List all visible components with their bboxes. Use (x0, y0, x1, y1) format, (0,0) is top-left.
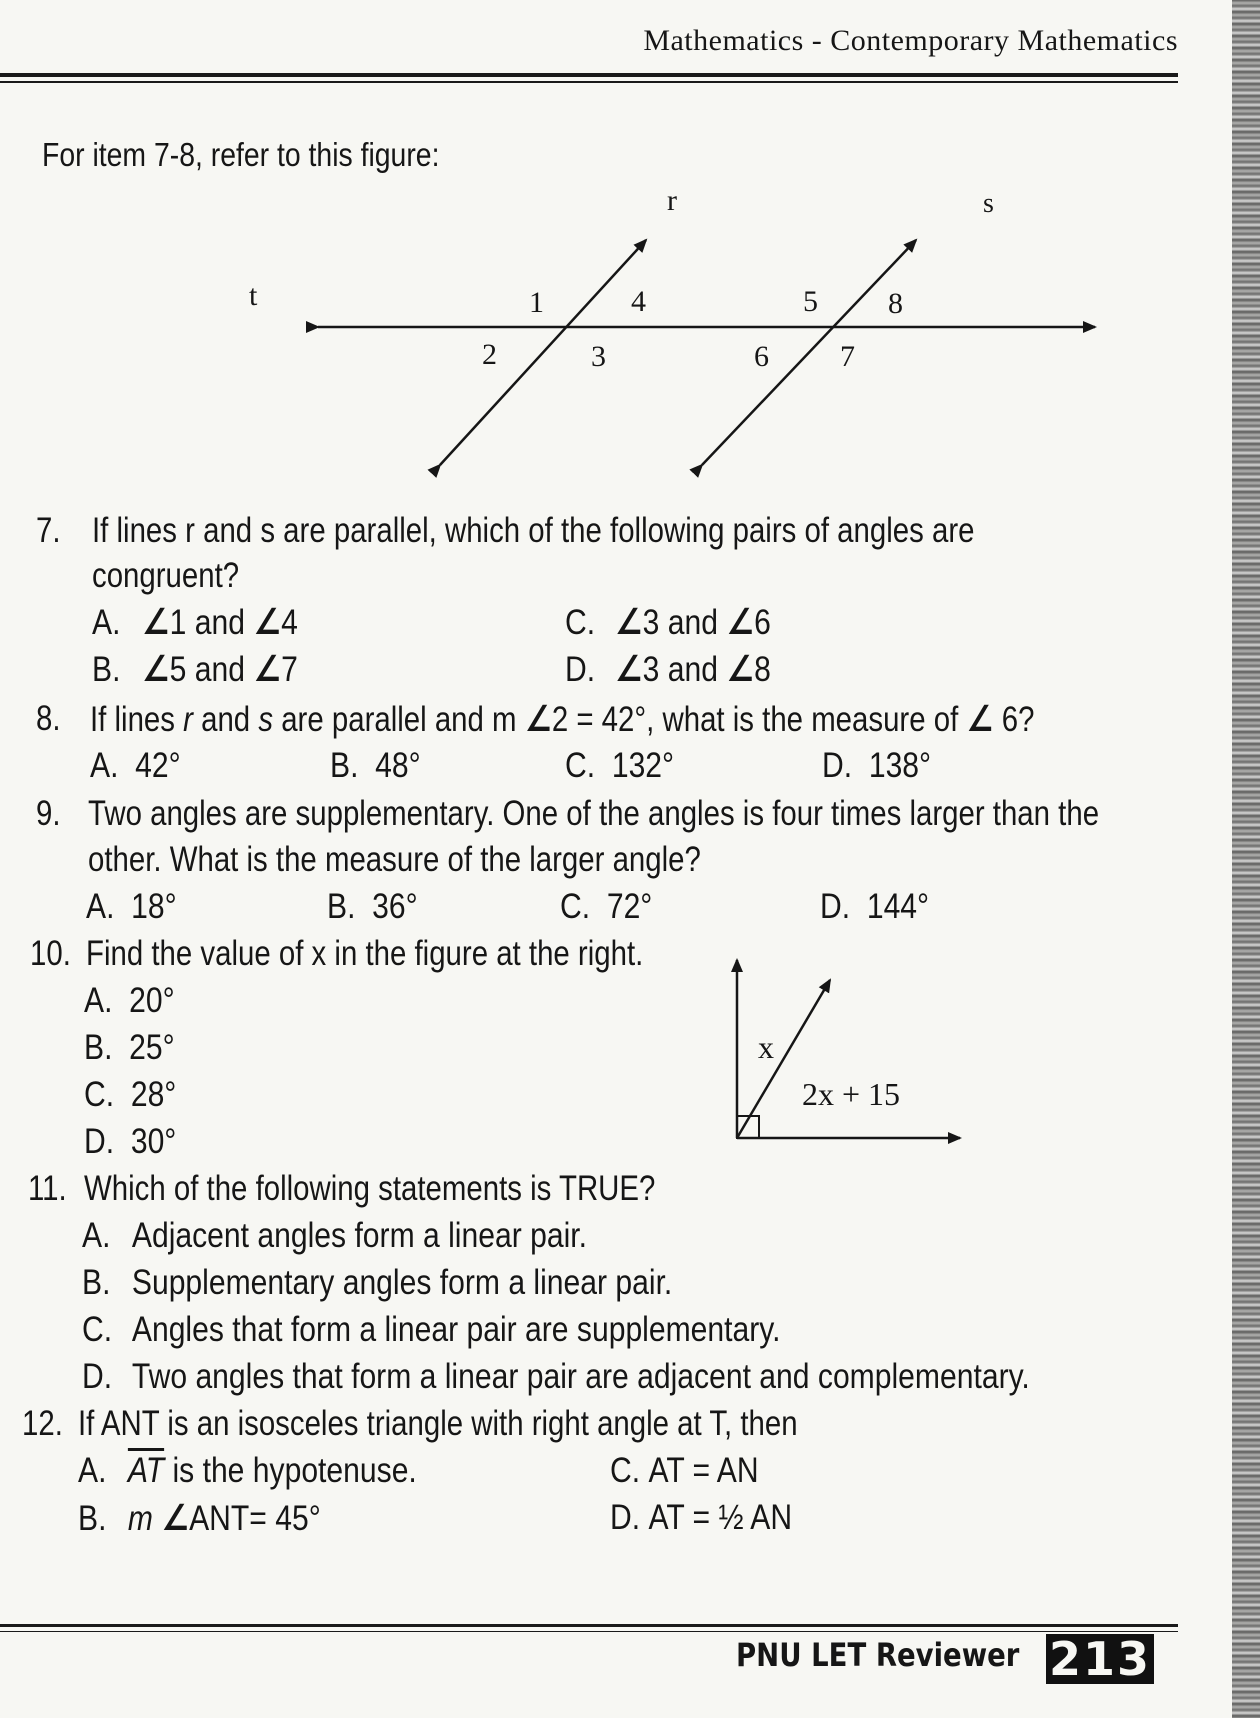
q7-text-line1: If lines r and s are parallel, which of the following pairs of angles are (92, 511, 975, 550)
segment-at: $\overline{AT}$ (127, 1451, 165, 1490)
q7-option-a[interactable]: A. ∠1 and ∠4 (92, 601, 298, 642)
q12-number: 12. (22, 1404, 63, 1443)
q9-text-line1: Two angles are supplementary. One of the angles is four times larger than the (88, 794, 1100, 833)
angle-label-5: 5 (803, 285, 818, 318)
q8-option-a[interactable]: A. 42° (90, 746, 181, 785)
diagonal-ray (737, 980, 830, 1138)
q10-option-a[interactable]: A. 20° (84, 981, 175, 1020)
q11-option-d[interactable]: D. Two angles that form a linear pair are adjacent and complementary. (82, 1357, 1030, 1396)
q10-option-c[interactable]: C. 28° (84, 1075, 177, 1114)
q12-option-d[interactable]: D. AT = ½ AN (610, 1498, 793, 1537)
figure-intro-text: For item 7-8, refer to this figure: (42, 136, 440, 173)
q12-option-b[interactable]: B. m ∠ANT= 45° (78, 1497, 321, 1538)
angle-label-3: 3 (591, 340, 606, 373)
angle-label-6: 6 (754, 340, 769, 373)
q10-option-b[interactable]: B. 25° (84, 1028, 175, 1067)
label-s: s (983, 188, 994, 219)
label-r: r (667, 184, 677, 217)
q9-option-c[interactable]: C. 72° (560, 887, 653, 926)
page-number-badge: 213 (1046, 1634, 1154, 1684)
q10-text-line1: Find the value of x in the figure at the right. (86, 934, 644, 973)
angle-label-1: 1 (529, 286, 544, 319)
scan-edge-shadow (1232, 0, 1260, 1718)
q7-option-b[interactable]: B. ∠5 and ∠7 (92, 648, 298, 689)
q11-option-c[interactable]: C. Angles that form a linear pair are supplementary. (82, 1310, 781, 1349)
q11-text-line1: Which of the following statements is TRUE? (84, 1169, 656, 1208)
angle-expr-label: 2x + 15 (802, 1076, 901, 1112)
q9-text-line2: other. What is the measure of the larger angle? (88, 840, 701, 879)
q11-number: 11. (28, 1169, 67, 1208)
q8-option-c[interactable]: C. 132° (565, 746, 675, 785)
footer-rule (0, 1624, 1178, 1627)
q7-option-d[interactable]: D. ∠3 and ∠8 (565, 648, 771, 689)
angle-label-4: 4 (631, 285, 646, 318)
q10-option-d[interactable]: D. 30° (84, 1122, 177, 1161)
angle-label-7: 7 (840, 340, 855, 373)
q7-option-c[interactable]: C. ∠3 and ∠6 (565, 601, 771, 642)
angle-label-8: 8 (888, 287, 903, 320)
header-rule (0, 73, 1178, 77)
q8-number: 8. (36, 699, 61, 738)
parallel-lines-figure (0, 180, 1150, 480)
q9-option-b[interactable]: B. 36° (327, 887, 418, 926)
q12-option-a[interactable]: A. $\overline{AT}$ is the hypotenuse. (78, 1451, 417, 1490)
q7-text-line2: congruent? (92, 556, 240, 595)
line-r (440, 240, 646, 465)
q8-option-b[interactable]: B. 48° (330, 746, 421, 785)
q11-option-a[interactable]: A. Adjacent angles form a linear pair. (82, 1216, 587, 1255)
q10-number: 10. (30, 934, 71, 973)
q12-text-line1: If ANT is an isosceles triangle with right angle at T, then (78, 1404, 798, 1443)
label-t: t (249, 279, 258, 312)
q11-option-b[interactable]: B. Supplementary angles form a linear pair. (82, 1263, 673, 1302)
q8-text: If lines r and s are parallel and m ∠2 = 42°, what is the measure of ∠ 6? (90, 698, 1035, 739)
line-s (702, 240, 916, 465)
angle-x-label: x (758, 1029, 774, 1065)
q9-option-a[interactable]: A. 18° (86, 887, 177, 926)
q12-option-c[interactable]: C. AT = AN (610, 1451, 759, 1490)
q9-option-d[interactable]: D. 144° (820, 887, 930, 926)
angle-label-2: 2 (482, 338, 497, 371)
q8-option-d[interactable]: D. 138° (822, 746, 932, 785)
footer-rule-thin (0, 1631, 1178, 1632)
q7-number: 7. (36, 511, 61, 550)
q9-number: 9. (36, 794, 61, 833)
q10-angle-figure (720, 950, 980, 1150)
header-rule-thin (0, 81, 1178, 83)
page-header-title: Mathematics - Contemporary Mathematics (643, 24, 1178, 57)
footer-label: PNU LET Reviewer (736, 1636, 1020, 1674)
